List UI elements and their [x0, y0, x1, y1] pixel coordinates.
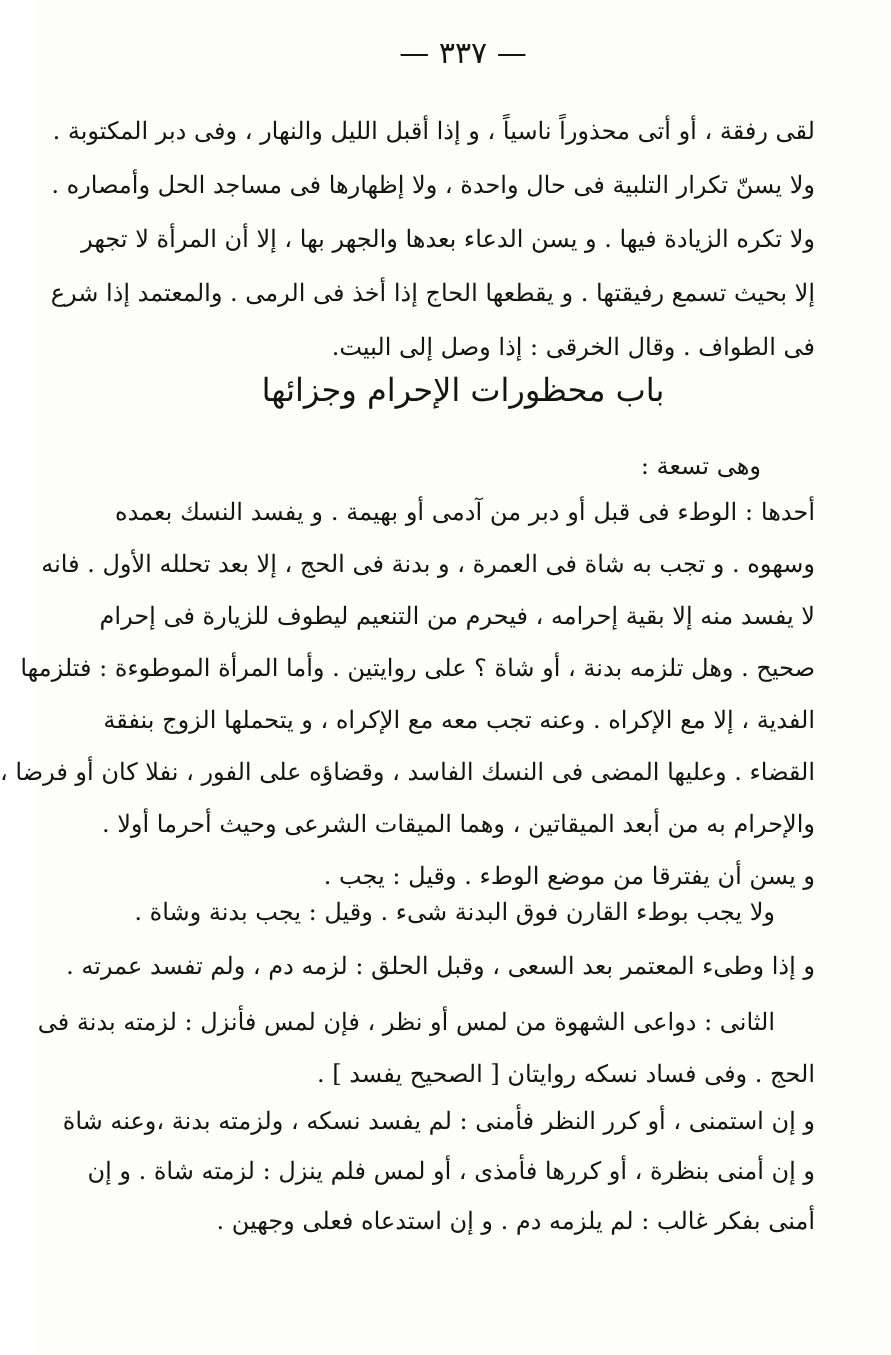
qaran-paragraph [115, 886, 815, 938]
text-line: و إن استمنى ، أو كرر النظر فأمنى : لم يفسد نسكه ، ولزمته بدنة ،وعنه شاة [62, 1107, 815, 1135]
text-line: القضاء . وعليها المضى فى النسك الفاسد ، وقضاؤه على الفور ، نفلا كان أو فرضا ، [0, 758, 815, 786]
text-line: أمنى بفكر غالب : لم يلزمه دم . و إن استدعاه فعلى وجهين . [216, 1207, 815, 1235]
text-line: لا يفسد منه إلا بقية إحرامه ، فيحرم من التنعيم ليطوف للزيارة فى إحرام [99, 602, 815, 630]
text-line: الفدية ، إلا مع الإكراه . وعنه تجب معه مع الإكراه ، و يتحملها الزوج بنفقة [103, 706, 815, 734]
text-line: وسهوه . و تجب به شاة فى العمرة ، و بدنة فى الحج ، إلا بعد تحلله الأول . فانه [41, 550, 815, 578]
text-line: و إن أمنى بنظرة ، أو كررها فأمذى ، أو لمس فلم ينزل : لزمته شاة . و إن [87, 1157, 815, 1185]
first-prohibition-paragraph [0, 486, 816, 902]
mutamir-paragraph [66, 940, 815, 992]
text-line: الحج . وفى فساد نسكه روايتان [ الصحيح يفسد ] . [317, 1060, 815, 1088]
text-line: ولا تكره الزيادة فيها . و يسن الدعاء بعدها والجهر بها ، إلا أن المرأة لا تجهر [81, 225, 815, 253]
text-line: أحدها : الوطء فى قبل أو دبر من آدمى أو بهيمة . و يفسد النسك بعمده [115, 498, 816, 526]
intro-paragraph [50, 104, 815, 374]
chapter-intro: وهى تسعة : [640, 452, 761, 480]
page-number: — ٣٣٧ — [399, 36, 527, 71]
text-line: و إذا وطىء المعتمر بعد السعى ، وقبل الحلق : لزمه دم ، ولم تفسد عمرته . [66, 952, 815, 980]
text-line: الثانى : دواعى الشهوة من لمس أو نظر ، فإن لمس فأنزل : لزمته بدنة فى [37, 1008, 775, 1036]
text-line: ولا يسنّ تكرار التلبية فى حال واحدة ، ولا إظهارها فى مساجد الحل وأمصاره . [51, 171, 815, 199]
text-line: ولا يجب بوطء القارن فوق البدنة شىء . وقيل : يجب بدنة وشاة . [134, 898, 775, 926]
text-line: صحيح . وهل تلزمه بدنة ، أو شاة ؟ على روايتين . وأما المرأة الموطوءة : فتلزمها [20, 654, 815, 682]
chapter-heading: باب محظورات الإحرام وجزائها [261, 371, 665, 409]
text-line: فى الطواف . وقال الخرقى : إذا وصل إلى البيت. [331, 333, 815, 361]
text-line: و يسن أن يفترقا من موضع الوطء . وقيل : يجب . [323, 862, 815, 890]
second-prohibition-paragraph [37, 996, 815, 1100]
text-line: لقى رفقة ، أو أتى محذوراً ناسياً ، و إذا أقبل الليل والنهار ، وفى دبر المكتوبة . [52, 117, 815, 145]
istamna-paragraph [62, 1096, 815, 1246]
text-line: إلا بحيث تسمع رفيقتها . و يقطعها الحاج إذا أخذ فى الرمى . والمعتمد إذا شرع [50, 279, 815, 307]
text-line: والإحرام به من أبعد الميقاتين ، وهما الميقات الشرعى وحيث أحرما أولا . [101, 810, 815, 838]
